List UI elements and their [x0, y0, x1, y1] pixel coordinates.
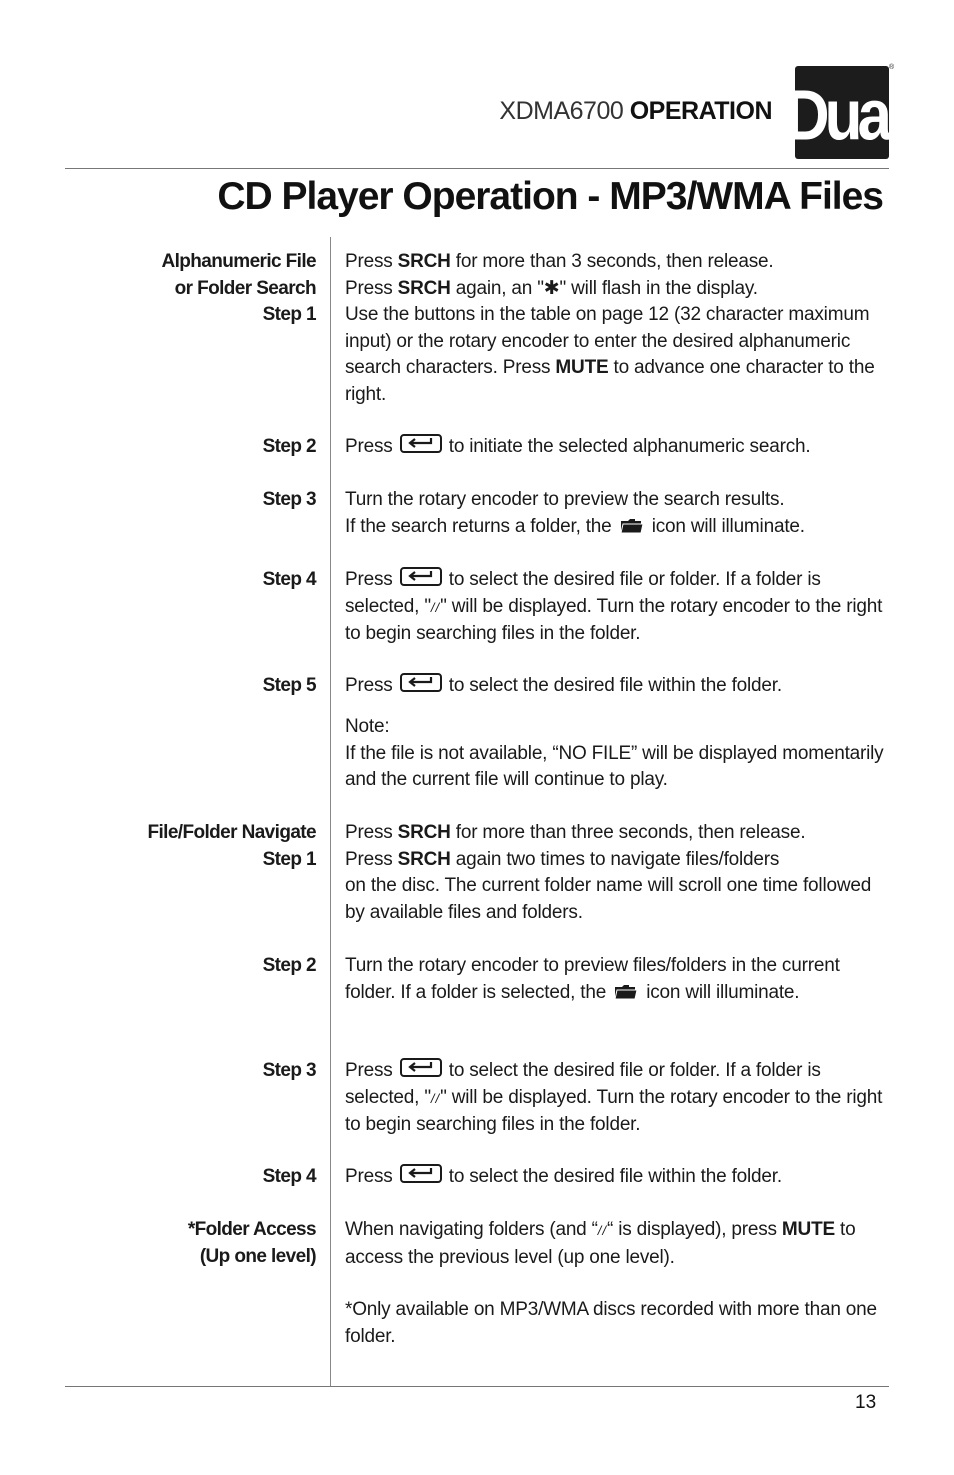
- navigate-label: File/Folder Navigate Step 1: [147, 822, 316, 870]
- note-text: Note: If the file is not available, “NO FILE” will be displayed momentarily and the current file will continue to play.: [345, 716, 884, 790]
- folder-icon: [614, 984, 638, 1000]
- section-name: OPERATION: [629, 97, 772, 125]
- page-number: 13: [855, 1392, 877, 1413]
- page-title: CD Player Operation - MP3/WMA Files: [217, 175, 883, 218]
- enter-key-icon: [400, 1058, 442, 1077]
- enter-key-icon: [400, 1164, 442, 1183]
- logo-text: Dual: [784, 76, 900, 156]
- alpha-step1-text: Press SRCH for more than 3 seconds, then release. Press SRCH again, an "✱" will flash in the display. Use the buttons in the table on page 12 (32 character maximum input) or the rotary encoder to enter the desired alphanumeric search characters. Press MUTE to advance one character to the right.: [345, 251, 875, 405]
- column-divider: [330, 237, 331, 1387]
- alpha-step3-label: Step 3: [262, 489, 316, 510]
- navigate-step3-label: Step 3: [262, 1060, 316, 1081]
- footnote: *Only available on MP3/WMA discs recorded with more than one folder.: [345, 1299, 877, 1347]
- folder-icon: [620, 518, 644, 534]
- alpha-step3-text: Turn the rotary encoder to preview the search results. If the search returns a folder, the icon will illuminate.: [345, 489, 805, 537]
- enter-key-icon: [400, 567, 442, 586]
- enter-key-icon: [400, 673, 442, 692]
- navigate-step4-text: Press to select the desired file within the folder.: [345, 1166, 782, 1187]
- registered-mark: ®: [889, 64, 895, 71]
- alpha-step5-text: Press to select the desired file within the folder.: [345, 675, 782, 696]
- navigate-step4-label: Step 4: [262, 1166, 316, 1187]
- alpha-search-label: Alphanumeric File or Folder Search Step 1: [161, 251, 316, 325]
- footer-divider: [65, 1386, 889, 1387]
- navigate-step3-text: Press to select the desired file or folder. If a folder is selected, "//" will be displayed. Turn the rotary encoder to the right to begin searching files in the folder.: [345, 1060, 883, 1135]
- navigate-step1-text: Press SRCH for more than three seconds, then release. Press SRCH again two times to navigate files/folders on the disc. The current folder name will scroll one time followed by available files and folders.: [345, 822, 872, 923]
- enter-key-icon: [400, 434, 442, 453]
- navigate-step2-label: Step 2: [262, 955, 316, 976]
- dual-logo: [784, 66, 900, 159]
- alpha-step2-text: Press to initiate the selected alphanumeric search.: [345, 436, 811, 457]
- alpha-step2-label: Step 2: [262, 436, 316, 457]
- alpha-step4-label: Step 4: [262, 569, 316, 590]
- header-title: [499, 97, 772, 126]
- header-divider: [65, 168, 889, 169]
- model-number: XDMA6700: [499, 97, 624, 125]
- folder-access-label: *Folder Access (Up one level): [187, 1219, 316, 1267]
- navigate-step2-text: Turn the rotary encoder to preview files/folders in the current folder. If a folder is selected, the icon will illuminate.: [345, 955, 840, 1003]
- alpha-step4-text: Press to select the desired file or folder. If a folder is selected, "//" will be displayed. Turn the rotary encoder to the right to begin searching files in the folder.: [345, 569, 883, 644]
- folder-access-text: When navigating folders (and “//“ is displayed), press MUTE to access the previous level (up one level).: [345, 1219, 856, 1268]
- alpha-step5-label: Step 5: [262, 675, 316, 696]
- asterisk-symbol: ✱: [543, 277, 560, 299]
